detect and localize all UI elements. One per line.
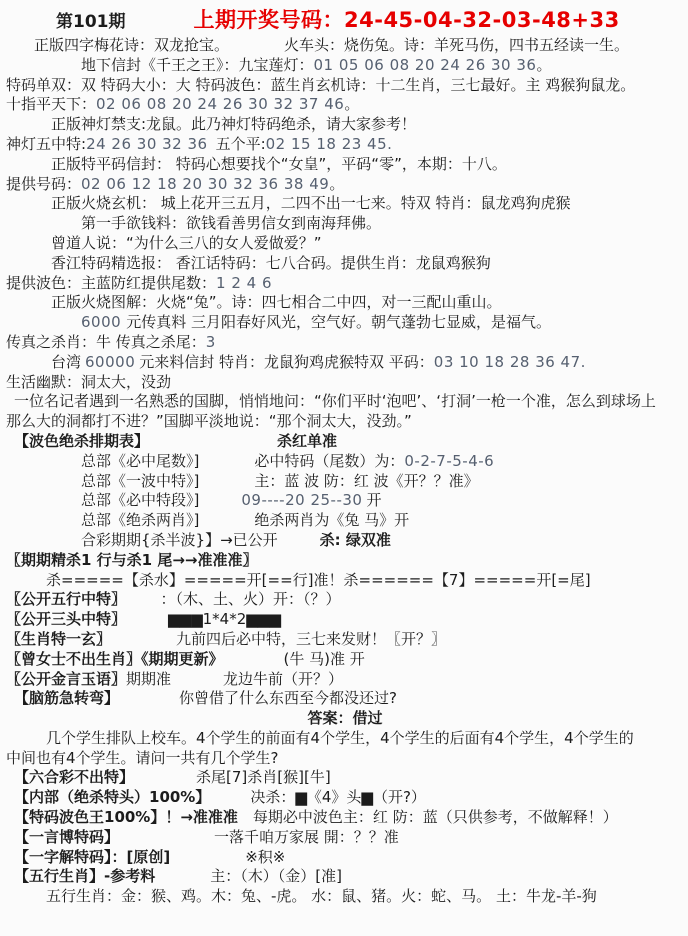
text-segment: 必中特码（尾数）为： — [254, 451, 405, 470]
text-segment: 火车头：烧伤兔。诗：羊死马伤，四书五经读一生。 — [284, 36, 630, 54]
text-segment: 03 10 18 28 36 47. — [433, 352, 586, 371]
text-line — [6, 788, 684, 808]
text-line — [6, 511, 684, 531]
text-line — [6, 194, 684, 214]
text-line — [6, 214, 684, 234]
text-line — [6, 551, 684, 571]
text-line — [6, 768, 684, 788]
text-segment: 正版特平码信封： 特码心想要找个“女皇”，平码“零”，本期：十八。 — [51, 154, 507, 173]
text-segment: 【特码波色王100%】！→准准准 — [14, 808, 238, 827]
text-line — [6, 36, 684, 56]
text-segment: 【脑筋急转弯】 — [14, 689, 120, 708]
page-header — [6, 4, 684, 34]
text-segment: 第一手欲钱料：欲钱看善男信女到南海拜佛。 — [81, 214, 382, 233]
text-line — [6, 670, 684, 690]
text-line — [6, 373, 684, 393]
text-segment: 十指平天下： — [6, 95, 97, 114]
text-segment: 总部《一波中特》] — [81, 471, 200, 490]
text-line — [6, 709, 684, 729]
text-line — [6, 274, 684, 294]
text-segment: 提供号码： — [6, 174, 82, 193]
text-segment: 台湾 — [51, 352, 82, 371]
text-segment: 【内部（绝杀特头）100%】 — [14, 788, 211, 807]
text-segment: 杀红单准 — [277, 431, 338, 450]
text-segment: 。 — [344, 95, 360, 114]
text-segment: 【六合彩不出特】 — [14, 768, 135, 787]
text-segment: 一落千咱万家展 開：？？准 — [214, 827, 399, 846]
text-segment: 【一字解特码】：[原创] — [14, 847, 171, 866]
text-segment: 0-2-7-5-4-6 — [404, 451, 495, 470]
text-line — [6, 234, 684, 254]
text-line — [6, 867, 684, 887]
text-segment: 杀=====【杀水】=====开[==行]准！杀======【7】=====开[=尾] — [46, 570, 591, 589]
text-segment: 主：蓝 波 防：红 波《开？？准》 — [254, 471, 479, 490]
text-line — [6, 76, 684, 96]
text-line — [6, 175, 684, 195]
text-segment: 元传真料 三月阳春好风光，空气好。朝气蓬勃七显威，是福气。 — [126, 313, 551, 332]
text-segment: 01 05 06 08 20 24 26 30 36 — [313, 55, 537, 74]
text-line — [6, 571, 684, 591]
text-segment: 提供波色：主蓝防红提供尾数： — [6, 273, 217, 292]
text-segment: 6000 — [81, 313, 122, 332]
text-segment: 杀: 绿双准 — [319, 530, 391, 549]
text-segment: 【一言博特码】 — [14, 827, 120, 846]
text-segment: 你曾借了什么东西至今都没还过? — [179, 689, 397, 708]
text-line — [6, 135, 684, 155]
text-segment: 正版火烧图解：火烧“兔”。诗：四七相合二中四，对一三配山重山。 — [51, 293, 502, 312]
text-segment: 合彩期期{杀半波}】→已公开 — [81, 530, 278, 549]
text-segment: 〖公开三头中特〗 — [6, 610, 127, 629]
text-segment: 答案：借过 — [307, 709, 383, 728]
text-line — [6, 689, 684, 709]
text-segment: 决杀：▆《4》头▆（开?） — [250, 788, 426, 807]
text-line — [6, 333, 684, 353]
text-line — [6, 610, 684, 630]
text-segment: 60000 — [85, 352, 136, 371]
text-line — [6, 392, 684, 412]
issue-number: 第101期 — [56, 12, 126, 32]
text-line — [6, 630, 684, 650]
text-line — [6, 848, 684, 868]
text-segment: 每期必中波色主：红 防：蓝（只供参考，不做解释！） — [252, 808, 618, 827]
text-segment: 五个平: — [215, 134, 266, 153]
text-segment: 龙边牛前（开？） — [223, 669, 344, 688]
text-segment: 中间也有4个学生。请问一共有几个学生? — [6, 748, 279, 767]
text-line — [6, 293, 684, 313]
text-segment: 3 — [205, 332, 216, 351]
last-draw-numbers: 上期开奖号码：24-45-04-32-03-48+33 — [193, 8, 620, 32]
text-line — [6, 650, 684, 670]
text-segment: ▆▆▆1*4*2▆▆▆ — [168, 610, 281, 629]
text-segment: 开 — [366, 491, 382, 510]
text-line — [6, 155, 684, 175]
text-segment: 09----20 25--30 — [241, 491, 363, 510]
text-segment: ※积※ — [245, 847, 286, 866]
text-line — [6, 313, 684, 333]
text-segment: ：（木、土、火）开：（？） — [160, 590, 341, 609]
text-segment: 神灯五中特: — [6, 134, 87, 153]
text-segment: 正版神灯禁支:龙鼠。此乃神灯特码绝杀，请大家参考！ — [51, 115, 417, 134]
text-segment: 24 26 30 32 36 — [86, 134, 208, 153]
text-segment: 曾道人说：“为什么三八的女人爱做爱？” — [51, 233, 322, 252]
text-segment: 〖公开五行中特〗 — [6, 590, 119, 609]
text-segment: 〖公开金言玉语〗 — [6, 669, 127, 688]
text-segment: 绝杀两肖为《兔 马》开 — [254, 511, 410, 530]
text-segment: 【波色绝杀排期表】 — [14, 431, 150, 450]
text-line — [6, 749, 684, 769]
text-segment: 正版四字梅花诗：双龙抢宝。 — [34, 36, 230, 54]
text-segment: 五行生肖：金：猴、鸡。木：兔、-虎。 水：鼠、猪。火：蛇、马。 土：牛龙-羊-狗 — [46, 887, 597, 906]
text-segment: 1 2 4 6 — [216, 273, 272, 292]
text-line — [6, 590, 684, 610]
text-line — [6, 95, 684, 115]
text-segment: 。 — [536, 55, 552, 74]
text-segment: 〖期期精杀1 行与杀1 尾→→准准准〗 — [6, 550, 258, 569]
text-segment: 02 15 18 23 45. — [265, 134, 393, 153]
text-line — [6, 56, 684, 76]
text-segment: 期期准 — [126, 669, 172, 688]
text-segment: 02 06 08 20 24 26 30 32 37 46 — [96, 95, 345, 114]
text-segment: 主：（木）（金）[准] — [210, 867, 342, 886]
text-line — [6, 452, 684, 472]
text-segment: 元来料信封 特肖：龙鼠狗鸡虎猴特双 平码： — [139, 352, 434, 371]
text-line — [6, 472, 684, 492]
text-segment: 九前四后必中特，三七来发财！〖开？〗 — [176, 629, 447, 648]
text-segment: 〖生肖特一玄〗 — [6, 629, 112, 648]
text-segment: 。 — [329, 174, 345, 193]
text-segment: 总部《绝杀两肖》] — [81, 511, 200, 530]
text-segment: 总部《必中尾数》] — [81, 451, 200, 470]
text-segment: 几个学生排队上校车。4个学生的前面有4个学生，4个学生的后面有4个学生，4个学生的 — [46, 728, 634, 747]
text-line — [6, 254, 684, 274]
text-line — [6, 828, 684, 848]
text-segment: 总部《必中特段》] — [81, 491, 200, 510]
text-segment: 【五行生肖】-参考料 — [14, 867, 156, 886]
text-line — [6, 808, 684, 828]
text-line — [6, 887, 684, 907]
text-segment: 传真之杀肖：牛 传真之杀尾： — [6, 332, 206, 351]
text-segment: 特码单双：双 特码大小：大 特码波色：蓝生肖玄机诗：十二生肖，三七最好。主 鸡猴狗鼠龙。 — [6, 75, 636, 94]
text-segment: 香江特码精选报： 香江话特码：七八合码。提供生肖：龙鼠鸡猴狗 — [51, 253, 491, 272]
text-line — [6, 531, 684, 551]
text-segment: 正版火烧玄机： 城上花开三五月，二四不出一七来。特双 特肖：鼠龙鸡狗虎猴 — [51, 194, 571, 213]
text-line — [6, 115, 684, 135]
text-line — [6, 432, 684, 452]
text-segment: 02 06 12 18 20 30 32 36 38 49 — [81, 174, 330, 193]
text-segment: (牛 马)准 开 — [283, 649, 365, 668]
text-line — [6, 353, 684, 373]
text-segment: 生活幽默：洞太大，没劲 — [6, 372, 172, 391]
text-segment: 一位名记者遇到一名熟悉的国脚，悄悄地问：“你们平时‘泡吧’、‘打洞’一枪一个准，怎么到球场上 — [14, 392, 656, 411]
text-line — [6, 412, 684, 432]
document-body — [6, 36, 684, 907]
text-segment: 那么大的洞都打不进？”国脚平淡地说：“那个洞太大，没劲。” — [6, 412, 412, 431]
text-line — [6, 491, 684, 511]
text-line — [6, 729, 684, 749]
text-segment: 〖曾女士不出生肖〗《期期更新》 — [6, 649, 224, 668]
text-segment: 杀尾[7]杀肖[猴][牛] — [196, 768, 331, 787]
text-segment: 地下信封《千王之王》：九宝莲灯： — [81, 55, 314, 74]
